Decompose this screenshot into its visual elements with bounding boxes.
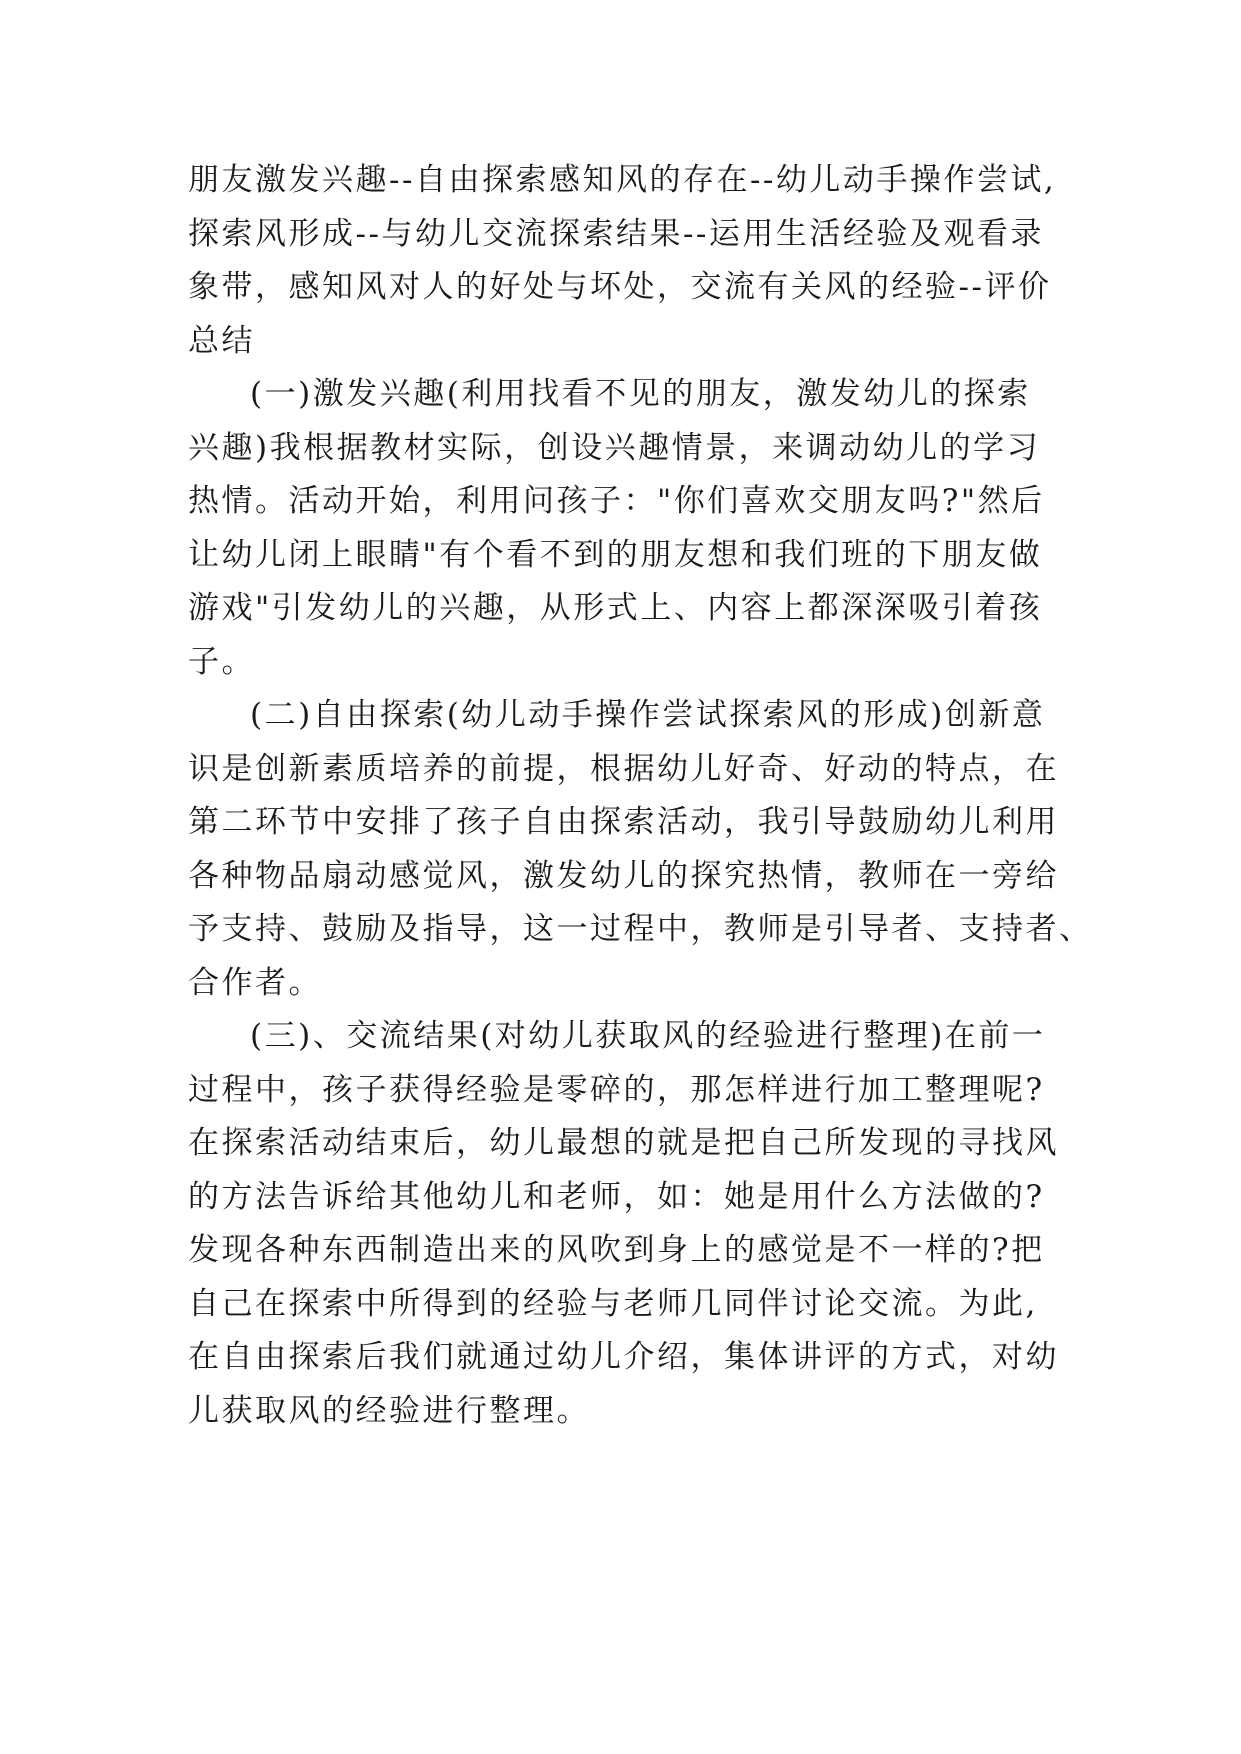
text-line: 兴趣)我根据教材实际，创设兴趣情景，来调动幼儿的学习 [188,429,1041,466]
text-line: 的方法告诉给其他幼儿和老师，如：她是用什么方法做的? [188,1178,1045,1215]
paragraph-section-3 [188,1010,1068,1438]
text-line: 游戏"引发幼儿的兴趣，从形式上、内容上都深深吸引着孩 [188,590,1043,626]
text-line: 合作者。 [188,964,322,1001]
text-line: 在自由探索后我们就通过幼儿介绍，集体讲评的方式，对幼 [188,1339,1059,1375]
text-line: (三)、交流结果(对幼儿获取风的经验进行整理)在前一 [250,1018,1046,1054]
text-line: 过程中，孩子获得经验是零碎的，那怎样进行加工整理呢? [188,1071,1045,1108]
text-line: 识是创新素质培养的前提，根据幼儿好奇、好动的特点，在 [188,750,1059,787]
text-line: 热情。活动开始，利用问孩子："你们喜欢交朋友吗?"然后 [188,483,1045,519]
paragraph-flow-summary [188,154,1068,368]
text-line: 象带，感知风对人的好处与坏处，交流有关风的经验--评价 [188,269,1052,305]
paragraph-section-2 [188,689,1093,1010]
text-line: 在探索活动结束后，幼儿最想的就是把自己所发现的寻找风 [188,1125,1059,1161]
text-line: 让幼儿闭上眼睛"有个看不到的朋友想和我们班的下朋友做 [188,536,1043,573]
text-line: 予支持、鼓励及指导，这一过程中，教师是引导者、支持者、 [188,911,1093,947]
text-line: 各种物品扇动感觉风，激发幼儿的探究热情，教师在一旁给 [188,857,1059,894]
paragraph-section-1 [188,368,1068,689]
text-line: 朋友激发兴趣--自由探索感知风的存在--幼儿动手操作尝试, [188,162,1057,198]
text-line: 发现各种东西制造出来的风吹到身上的感觉是不一样的?把 [188,1232,1045,1268]
text-line: 探索风形成--与幼儿交流探索结果--运用生活经验及观看录 [188,215,1044,252]
document-body [188,154,1093,1438]
text-line: 子。 [188,643,255,680]
text-line: 儿获取风的经验进行整理。 [188,1392,590,1429]
text-line: 总结 [188,322,255,359]
text-line: (一)激发兴趣(利用找看不见的朋友，激发幼儿的探索 [250,376,1031,412]
text-line: 第二环节中安排了孩子自由探索活动，我引导鼓励幼儿利用 [188,804,1059,840]
text-line: 自己在探索中所得到的经验与老师几同伴讨论交流。为此, [188,1285,1038,1322]
text-line: (二)自由探索(幼儿动手操作尝试探索风的形成)创新意 [250,697,1046,733]
